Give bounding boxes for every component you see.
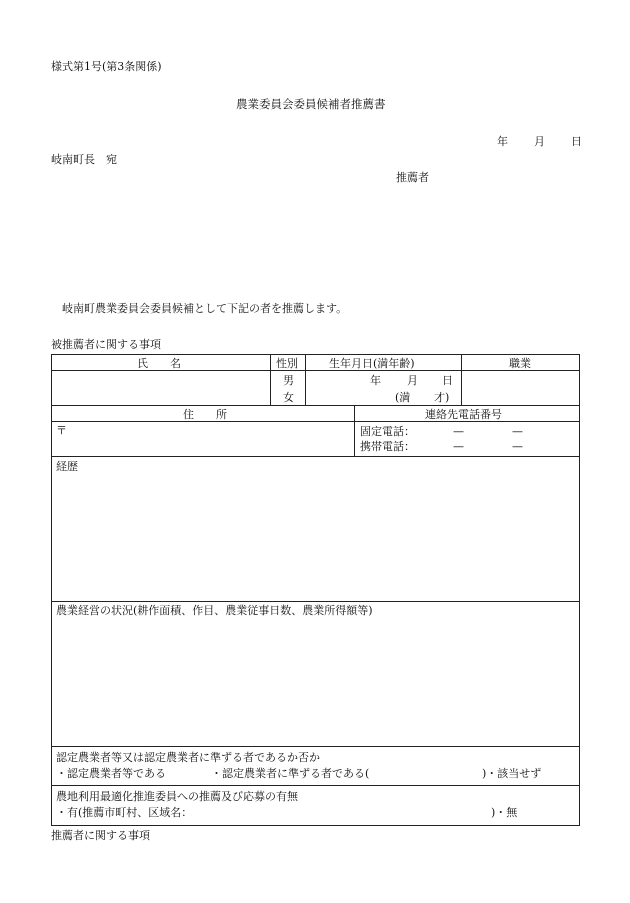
- col-job-header: 職業: [509, 357, 531, 370]
- landline-dash-2: —: [512, 425, 523, 438]
- col-name-header: 氏 名: [137, 357, 181, 370]
- birth-month: 月: [407, 374, 418, 387]
- form-number: 様式第1号(第3条関係): [51, 60, 162, 73]
- date-year: 年: [497, 135, 508, 148]
- age-close: 才): [434, 391, 450, 404]
- addressee: 岐南町長 宛: [51, 153, 117, 166]
- col-address-header: 住 所: [183, 408, 227, 421]
- date-day: 日: [571, 135, 582, 148]
- sex-male: 男: [283, 374, 294, 387]
- landline-dash-1: —: [453, 425, 464, 438]
- promoter-question: 農地利用最適化推進委員への推薦及び応募の有無: [56, 790, 298, 803]
- col-sex-header: 性別: [276, 357, 298, 370]
- col-phone-header: 連絡先電話番号: [425, 408, 502, 421]
- recommender-label: 推薦者: [396, 171, 429, 184]
- certified-option-1: ・認定農業者等である: [56, 767, 166, 780]
- age-open: (満: [395, 391, 411, 404]
- birth-day: 日: [442, 374, 453, 387]
- sex-female: 女: [283, 391, 294, 404]
- promoter-no: )・無: [491, 806, 518, 819]
- col-birth-header: 生年月日(満年齢): [329, 357, 415, 370]
- promoter-yes: ・有(推薦市町村、区域名：: [56, 806, 193, 819]
- section-nominee: 被推薦者に関する事項: [51, 338, 161, 351]
- statement: 岐南町農業委員会委員候補として下記の者を推薦します。: [62, 302, 348, 315]
- mobile-dash-2: —: [512, 440, 523, 453]
- certified-question: 認定農業者等又は認定農業者に準ずる者であるか否か: [56, 751, 320, 764]
- certified-option-3: )・該当せず: [482, 767, 542, 780]
- mobile-label: 携帯電話：: [360, 440, 415, 453]
- date-month: 月: [534, 135, 545, 148]
- farming-label: 農業経営の状況(耕作面積、作目、農業従事日数、農業所得額等): [56, 604, 373, 617]
- birth-year: 年: [370, 374, 381, 387]
- landline-label: 固定電話：: [360, 425, 415, 438]
- postal-mark: 〒: [56, 424, 67, 437]
- career-label: 経歴: [56, 460, 78, 473]
- document-title: 農業委員会委員候補者推薦書: [236, 97, 386, 111]
- section-recommender: 推薦者に関する事項: [51, 829, 150, 842]
- mobile-dash-1: —: [453, 440, 464, 453]
- certified-option-2: ・認定農業者に準ずる者である(: [211, 767, 370, 780]
